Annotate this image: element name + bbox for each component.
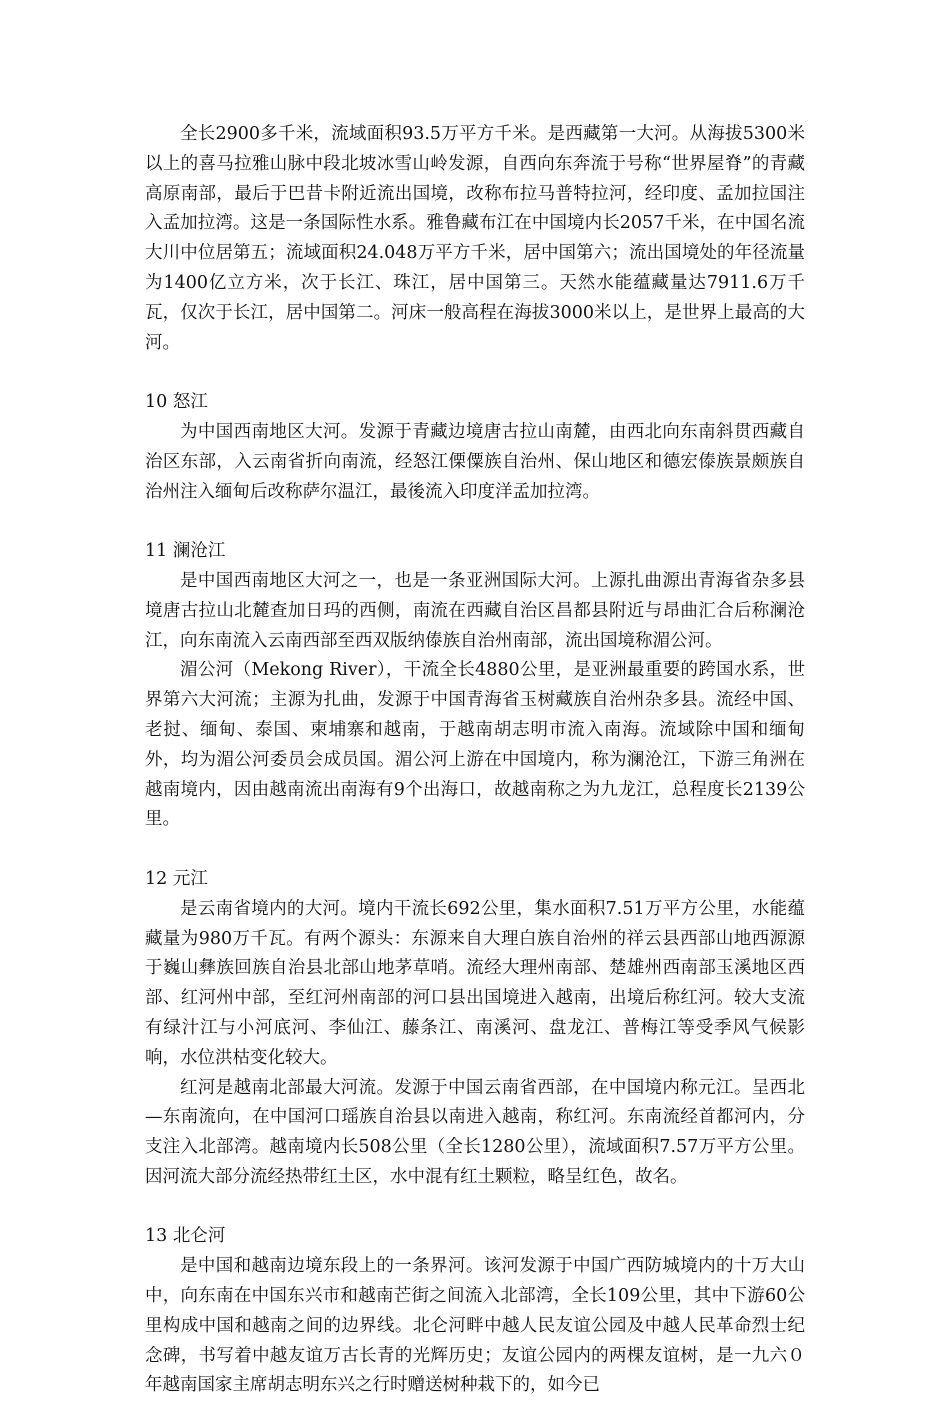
section-paragraph: 湄公河（Mekong River），干流全长4880公里，是亚洲最重要的跨国水系，世界第六大河流；主源为扎曲，发源于中国青海省玉树藏族自治州杂多县。流经中国、老挝、缅甸、泰国、柬埔寨和越南，于越南胡志明市流入南海。流域除中国和缅甸外，均为湄公河委员会成员国。湄公河上游在中国境内，称为澜沧江，下游三角洲在越南境内，因由越南流出南海有9个出海口，故越南称之为九龙江，总程度长2139公里。	[145, 660, 805, 830]
document-page	[145, 120, 805, 1401]
section-heading: 10 怒江	[145, 392, 208, 413]
section-yuanjiang	[145, 865, 805, 1193]
section-heading: 13 北仑河	[145, 1226, 226, 1247]
intro-paragraph: 全长2900多千米，流域面积93.5万平方千米。是西藏第一大河。从海拔5300米以上的喜马拉雅山脉中段北坡冰雪山岭发源，自西向东奔流于号称“世界屋脊”的青藏高原南部，最后于巴昔卡附近流出国境，改称布拉马普特拉河，经印度、孟加拉国注入孟加拉湾。这是一条国际性水系。雅鲁藏布江在中国境内长2057千米，在中国名流大川中位居第五；流域面积24.048万平方千米，居中国第六；流出国境处的年径流量为1400亿立方米，次于长江、珠江，居中国第三。天然水能蕴藏量达7911.6万千瓦，仅次于长江，居中国第二。河床一般高程在海拔3000米以上，是世界上最高的大河。	[145, 124, 805, 353]
section-paragraph: 是云南省境内的大河。境内干流长692公里，集水面积7.51万平方公里，水能蕴藏量为980万千瓦。有两个源头：东源来自大理白族自治州的祥云县西部山地西源源于巍山彝族回族自治县北部山地茅草哨。流经大理州南部、楚雄州西南部玉溪地区西部、红河州中部，至红河州南部的河口县出国境进入越南，出境后称红河。较大支流有绿汁江与小河底河、李仙江、藤条江、南溪河、盘龙江、普梅江等受季风气候影响，水位洪枯变化较大。	[145, 898, 805, 1068]
section-paragraph: 为中国西南地区大河。发源于青藏边境唐古拉山南麓，由西北向东南斜贯西藏自治区东部，入云南省折向南流，经怒江傈僳族自治州、保山地区和德宏傣族景颇族自治州注入缅甸后改称萨尔温江，最後流入印度洋孟加拉湾。	[145, 421, 805, 502]
section-paragraph: 是中国西南地区大河之一，也是一条亚洲国际大河。上源扎曲源出青海省杂多县境唐古拉山北麓查加日玛的西侧，南流在西藏自治区昌都县附近与昂曲汇合后称澜沧江，向东南流入云南西部至西双版纳傣族自治州南部，流出国境称湄公河。	[145, 570, 805, 651]
section-paragraph: 是中国和越南边境东段上的一条界河。该河发源于中国广西防城境内的十万大山中，向东南在中国东兴市和越南芒街之间流入北部湾，全长109公里，其中下游60公里构成中国和越南之间的边界线。北仑河畔中越人民友谊公园及中越人民革命烈士纪念碑，书写着中越友谊万古长青的光辉历史；友谊公园内的两棵友谊树，是一九六０年越南国家主席胡志明东兴之行时赠送树种栽下的，如今已	[145, 1256, 805, 1396]
section-heading: 12 元江	[145, 868, 208, 889]
section-lancangjiang	[145, 537, 805, 835]
section-heading: 11 澜沧江	[145, 541, 226, 562]
section-beilunhe	[145, 1222, 805, 1401]
section-nujiang	[145, 388, 805, 507]
section-paragraph: 红河是越南北部最大河流。发源于中国云南省西部，在中国境内称元江。呈西北—东南流向，在中国河口瑶族自治县以南进入越南，称红河。东南流经首都河内，分支注入北部湾。越南境内长508公里（全长1280公里），流域面积7.57万平方公里。因河流大部分流经热带红土区，水中混有红土颗粒，略呈红色，故名。	[145, 1077, 805, 1187]
